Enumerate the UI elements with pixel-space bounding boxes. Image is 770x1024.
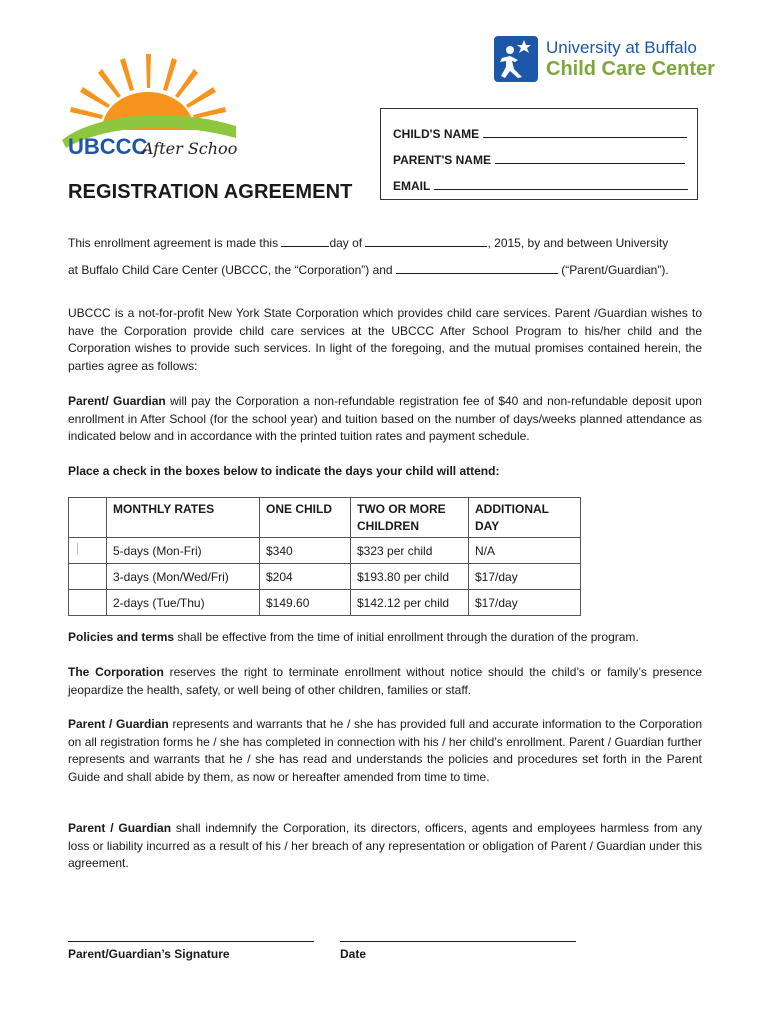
parent-name-row bbox=[393, 152, 685, 167]
one-child-rate: $204 bbox=[260, 564, 351, 590]
indemnify-bold: Parent / Guardian bbox=[68, 821, 172, 835]
rate-label: 2-days (Tue/Thu) bbox=[107, 590, 260, 616]
email-row bbox=[393, 178, 688, 193]
ubccc-after-school-logo bbox=[58, 48, 238, 166]
intro-text-b: day of bbox=[329, 236, 363, 250]
additional-day-rate: $17/day bbox=[469, 564, 581, 590]
day-field[interactable] bbox=[281, 235, 329, 247]
svg-text:UBCCC: UBCCC bbox=[68, 134, 148, 159]
checkbox-instruction: Place a check in the boxes below to indicate the days your child will attend: bbox=[68, 464, 500, 478]
header-two-or-more: TWO OR MORE CHILDREN bbox=[351, 498, 469, 538]
svg-text:After School: After School bbox=[142, 139, 238, 158]
ub-name: University at Buffalo bbox=[546, 38, 697, 57]
warranty-bold: Parent / Guardian bbox=[68, 717, 169, 731]
page-title: REGISTRATION AGREEMENT bbox=[68, 181, 353, 203]
intro-line-1 bbox=[68, 235, 702, 253]
child-star-icon bbox=[494, 36, 538, 82]
sun-logo-icon bbox=[58, 48, 238, 166]
center-name: Child Care Center bbox=[546, 58, 715, 80]
one-child-rate: $340 bbox=[260, 538, 351, 564]
additional-day-rate: N/A bbox=[469, 538, 581, 564]
ub-child-care-center-logo bbox=[494, 36, 714, 84]
child-info-box bbox=[380, 108, 698, 200]
paragraph-warranty bbox=[68, 716, 702, 787]
warranty-text: represents and warrants that he / she has provided full and accurate information to the Corporation on all registration forms he / she has completed in connection with his / her child’s enrollment. Parent / Guardian further represents and warrants that he / she has read and understands the policies and procedures set forth in the Parent Guide and shall abide by them, as now or hereafter amended from time to time. bbox=[68, 717, 702, 785]
header-additional-day: ADDITIONAL DAY bbox=[469, 498, 581, 538]
child-name-label: CHILD'S NAME bbox=[393, 127, 480, 141]
email-label: EMAIL bbox=[393, 179, 431, 193]
policies-bold: Policies and terms bbox=[68, 630, 175, 644]
fees-text: will pay the Corporation a non-refundable registration fee of $40 and non-refundable deposit upon enrollment in After School (for the school year) and tuition based on the number of days/weeks planned attendance as indicated below and in accordance with the printed tuition rates and payment schedule. bbox=[68, 394, 702, 444]
header-monthly-rates: MONTHLY RATES bbox=[107, 498, 260, 538]
date-label: Date bbox=[340, 947, 367, 961]
table-row bbox=[69, 590, 581, 616]
multi-child-rate: $193.80 per child bbox=[351, 564, 469, 590]
child-name-field[interactable] bbox=[483, 126, 687, 138]
month-field[interactable] bbox=[365, 235, 487, 247]
rate-label: 3-days (Mon/Wed/Fri) bbox=[107, 564, 260, 590]
parent-name-label: PARENT'S NAME bbox=[393, 153, 491, 167]
indemnify-text: shall indemnify the Corporation, its directors, officers, agents and employees harmless from any loss or liability incurred as a result of his / her breach of any representation or obligation of Parent / Guardian under this agreement. bbox=[68, 821, 702, 871]
parent-signature-label: Parent/Guardian’s Signature bbox=[68, 947, 230, 961]
intro-text-e: (“Parent/Guardian”). bbox=[561, 263, 669, 277]
rate-label: 5-days (Mon-Fri) bbox=[107, 538, 260, 564]
date-signature-line[interactable] bbox=[340, 941, 576, 942]
intro-text-c: , 2015, by and between University bbox=[487, 236, 669, 250]
rates-table bbox=[68, 497, 581, 616]
parent-name-field[interactable] bbox=[495, 152, 685, 164]
guardian-name-field[interactable] bbox=[396, 262, 558, 274]
corporation-text: reserves the right to terminate enrollment without notice should the child’s or family’s presence jeopardize the health, safety, or well being of other children, families or staff. bbox=[68, 665, 703, 697]
day-checkbox-3[interactable] bbox=[69, 564, 107, 590]
parent-signature-line[interactable] bbox=[68, 941, 314, 942]
intro-text-a: This enrollment agreement is made this bbox=[68, 236, 279, 250]
header-one-child: ONE CHILD bbox=[260, 498, 351, 538]
table-row bbox=[69, 564, 581, 590]
paragraph-policies bbox=[68, 629, 702, 647]
one-child-rate: $149.60 bbox=[260, 590, 351, 616]
paragraph-nonprofit: UBCCC is a not-for-profit New York State Corporation which provides child care services. Parent /Guardian wishes to have the Corporation provide child care services at the UBCCC After School Program to his/her child and the Corporation wishes to provide such services. In light of the foregoing, and the mutual promises contained herein, the parties agree as follows: bbox=[68, 306, 702, 374]
day-checkbox-5[interactable] bbox=[69, 538, 107, 564]
multi-child-rate: $323 per child bbox=[351, 538, 469, 564]
header-check-cell bbox=[69, 498, 107, 538]
policies-text: shall be effective from the time of initial enrollment through the duration of the program. bbox=[174, 630, 639, 644]
fees-bold: Parent/ Guardian bbox=[68, 394, 166, 408]
child-name-row bbox=[393, 126, 687, 141]
table-header-row bbox=[69, 498, 581, 538]
corporation-bold: The Corporation bbox=[68, 665, 164, 679]
additional-day-rate: $17/day bbox=[469, 590, 581, 616]
paragraph-indemnify bbox=[68, 820, 702, 873]
email-field[interactable] bbox=[434, 178, 688, 190]
paragraph-corporation bbox=[68, 664, 702, 699]
intro-line-2 bbox=[68, 262, 702, 280]
multi-child-rate: $142.12 per child bbox=[351, 590, 469, 616]
intro-text-d: at Buffalo Child Care Center (UBCCC, the “Corporation”) and bbox=[68, 263, 393, 277]
day-checkbox-2[interactable] bbox=[69, 590, 107, 616]
table-row bbox=[69, 538, 581, 564]
paragraph-fees bbox=[68, 393, 702, 446]
